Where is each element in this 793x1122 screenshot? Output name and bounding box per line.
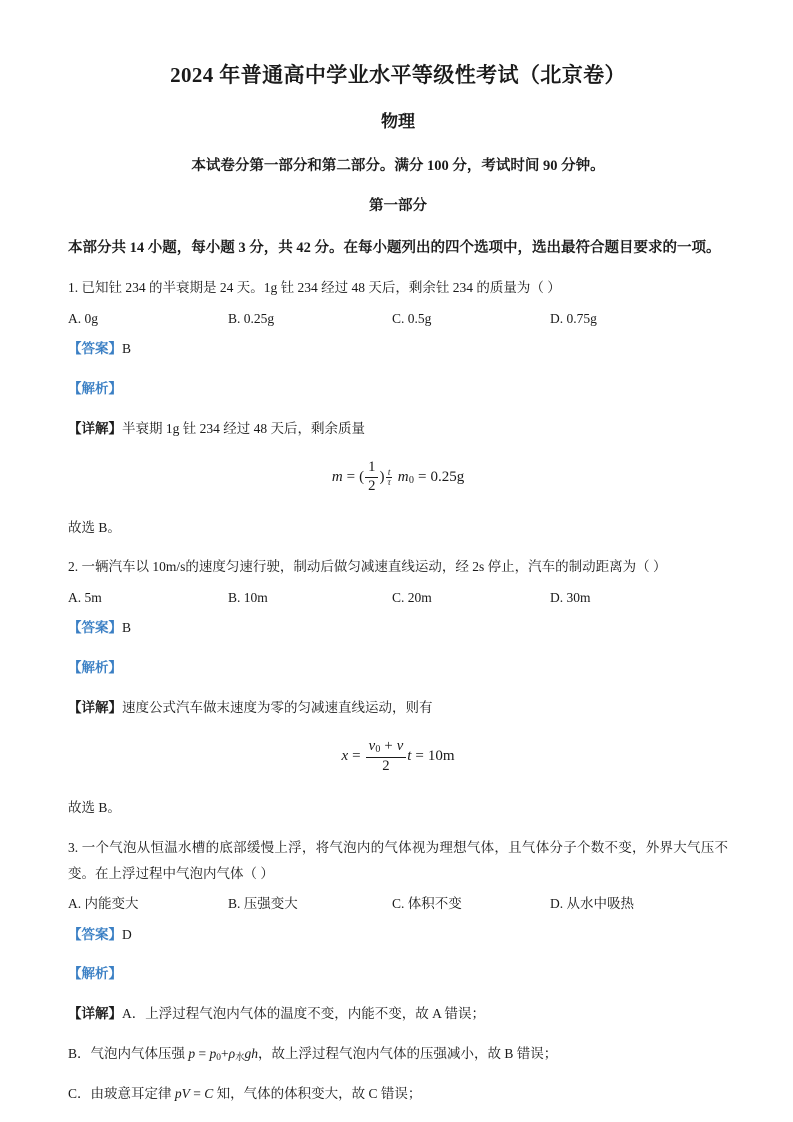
- option-a[interactable]: A. 内能变大: [68, 896, 139, 912]
- answer-line: [68, 922, 728, 948]
- question-stem-text: 一个气泡从恒温水槽的底部缓慢上浮，将气泡内的气体视为理想气体，且气体分子个数不变，外界大气压不变。在上浮过程中气泡内气体（ ）: [68, 839, 729, 882]
- math-close-paren: ): [379, 468, 385, 485]
- option-c[interactable]: C. 20m: [392, 589, 432, 605]
- math-open-paren: (: [359, 468, 365, 485]
- option-d[interactable]: D. 30m: [550, 589, 591, 605]
- math-half-numerator: 1: [365, 460, 378, 478]
- answer-value: B: [122, 340, 132, 356]
- question-stem: [68, 275, 728, 301]
- math-velocity-numerator: $v_0 + v$: [366, 739, 407, 758]
- question-number: 1.: [68, 280, 79, 296]
- math-velocity-fraction: [366, 739, 407, 775]
- formula-q1: [68, 460, 728, 495]
- math-exponent-numerator: t: [387, 466, 391, 477]
- page-body-column: [68, 0, 728, 1121]
- inline-formula-pressure: $p = p_0+\rho_水gh$: [188, 1046, 259, 1063]
- detail-text: 半衰期 1g 钍 234 经过 48 天后，剩余质量: [122, 420, 365, 436]
- math-half-denominator: 2: [368, 477, 376, 494]
- analysis-line: [68, 376, 728, 402]
- math-m0-subscript: 0: [408, 474, 414, 486]
- question-options: [68, 585, 728, 611]
- question-block-3: [68, 835, 728, 1108]
- answer-tag: 【答案】: [68, 340, 122, 356]
- question-stem: [68, 554, 728, 580]
- option-b[interactable]: B. 0.25g: [228, 310, 275, 326]
- question-stem-text: 已知钍 234 的半衰期是 24 天。1g 钍 234 经过 48 天后，剩余钍 234 的质量为（ ）: [81, 280, 561, 296]
- part-title: 第一部分: [369, 198, 427, 215]
- answer-line: [68, 336, 728, 362]
- option-d[interactable]: D. 从水中吸热: [550, 896, 634, 912]
- option-b[interactable]: B. 10m: [228, 589, 268, 605]
- detail-text: 速度公式汽车做末速度为零的匀减速直线运动，则有: [122, 699, 433, 715]
- question-number: 2.: [68, 559, 79, 575]
- option-a[interactable]: A. 5m: [68, 589, 102, 605]
- option-a[interactable]: A. 0g: [68, 310, 98, 326]
- conclusion-line: 故选 B。: [68, 799, 121, 815]
- analysis-tag: 【解析】: [68, 966, 122, 982]
- part-instruction: 本部分共 14 小题，每小题 3 分，共 42 分。在每小题列出的四个选项中，选出最符合题目要求的一项。: [68, 240, 721, 257]
- detail-lead-c: C．由玻意耳定律: [68, 1085, 175, 1101]
- math-equals-2: =: [415, 748, 424, 765]
- detail-line-a: [68, 1001, 728, 1027]
- question-number: 3.: [68, 839, 79, 855]
- analysis-line: [68, 961, 728, 987]
- math-result: 0.25g: [430, 468, 465, 485]
- formula-q2: [68, 739, 728, 775]
- option-b[interactable]: B. 压强变大: [228, 896, 298, 912]
- detail-text-a: A．上浮过程气泡内气体的温度不变，内能不变，故 A 错误；: [122, 1006, 486, 1022]
- detail-tag: 【详解】: [68, 420, 122, 436]
- detail-lead-b: B．气泡内气体压强: [68, 1046, 189, 1062]
- question-options: [68, 306, 728, 332]
- math-equals: =: [346, 468, 356, 485]
- question-options: [68, 891, 728, 917]
- analysis-line: [68, 655, 728, 681]
- analysis-tag: 【解析】: [68, 380, 122, 396]
- detail-tail-c: 知，气体的体积变大，故 C 错误；: [213, 1085, 422, 1101]
- math-x: x: [341, 748, 349, 765]
- math-exponent-denominator: τ: [387, 476, 391, 487]
- exam-note: 本试卷分第一部分和第二部分。满分 100 分，考试时间 90 分钟。: [191, 158, 605, 175]
- math-m0: $m_0$: [397, 468, 414, 486]
- math-equals: =: [352, 748, 361, 765]
- math-exponent-fraction: [385, 468, 392, 488]
- detail-tail-b: ，故上浮过程气泡内气体的压强减小，故 B 错误；: [258, 1046, 558, 1062]
- answer-tag: 【答案】: [68, 620, 122, 636]
- option-c[interactable]: C. 0.5g: [392, 310, 432, 326]
- question-stem: [68, 835, 728, 888]
- detail-line: [68, 416, 728, 442]
- page-title: 2024 年普通高中学业水平等级性考试（北京卷）: [170, 63, 626, 87]
- math-t: t: [407, 748, 412, 765]
- question-block-1: [68, 275, 728, 541]
- subject-title: 物理: [381, 112, 415, 132]
- detail-line: [68, 695, 728, 721]
- conclusion-line: 故选 B。: [68, 519, 121, 535]
- detail-line-b: [68, 1041, 728, 1067]
- answer-value: D: [122, 926, 132, 942]
- question-block-2: [68, 554, 728, 821]
- math-result: 10m: [427, 748, 455, 765]
- option-c[interactable]: C. 体积不变: [392, 896, 462, 912]
- math-velocity-denominator: 2: [382, 758, 390, 775]
- answer-tag: 【答案】: [68, 926, 122, 942]
- math-m: m: [331, 468, 343, 485]
- answer-value: B: [122, 620, 132, 636]
- detail-line-c: [68, 1081, 728, 1107]
- analysis-tag: 【解析】: [68, 659, 122, 675]
- inline-formula-boyle: pV = C: [174, 1085, 214, 1101]
- question-stem-text: 一辆汽车以 10m/s的速度匀速行驶，制动后做匀减速直线运动，经 2s 停止，汽车的制动距离为（ ）: [81, 559, 667, 575]
- answer-line: [68, 615, 728, 641]
- math-half-fraction: [365, 460, 378, 495]
- detail-tag: 【详解】: [68, 699, 122, 715]
- math-equals-2: =: [417, 468, 427, 485]
- detail-tag: 【详解】: [68, 1006, 122, 1022]
- option-d[interactable]: D. 0.75g: [550, 310, 597, 326]
